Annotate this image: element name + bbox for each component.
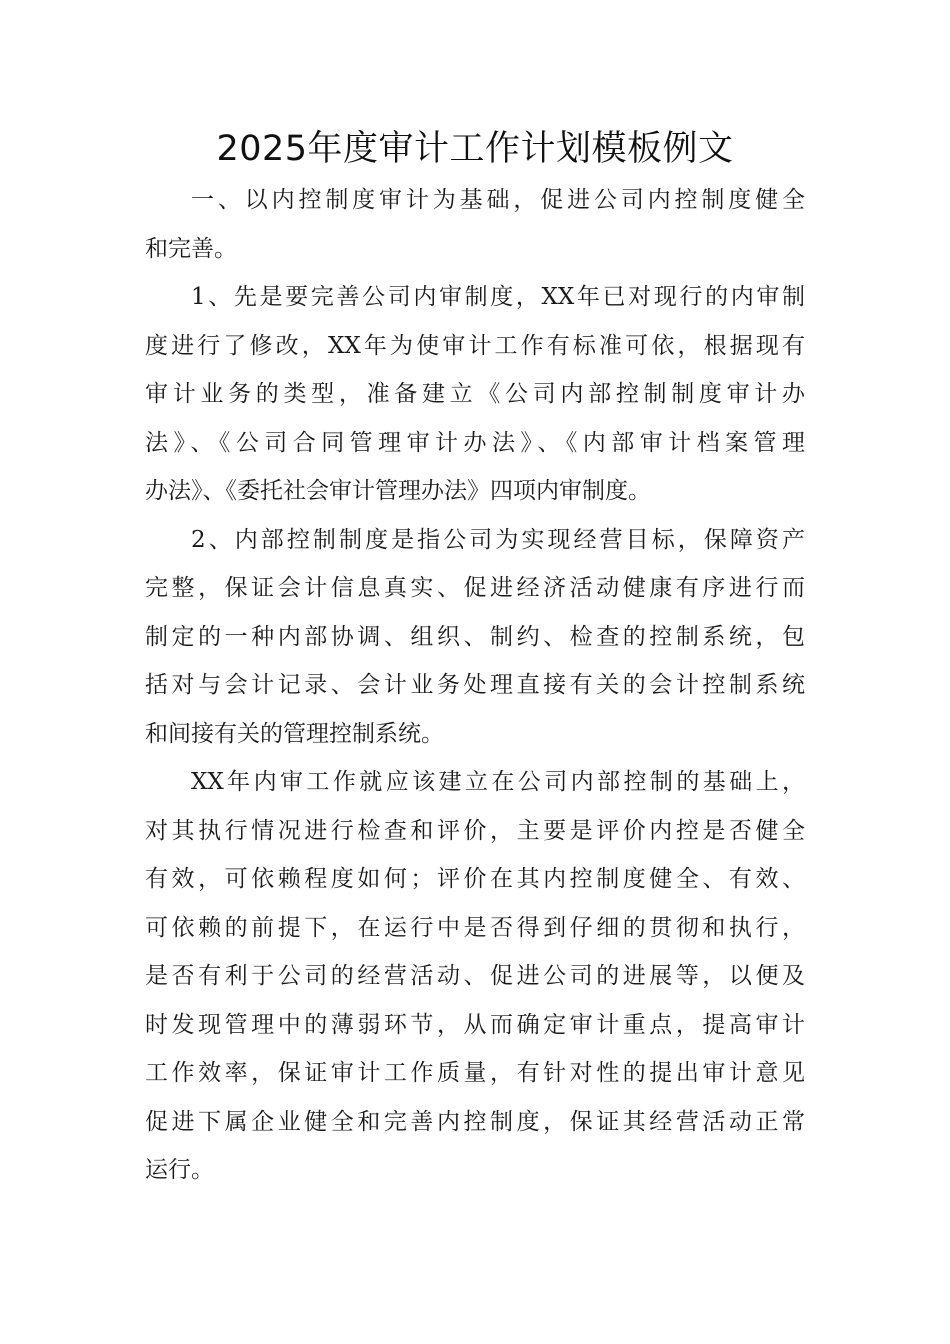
text-line: 工作效率，保证审计工作质量，有针对性的提出审计意见 [145,1060,805,1086]
text-line: 有效，可依赖程度如何；评价在其内控制度健全、有效、 [145,866,805,892]
paragraph-4 [145,758,805,1195]
text-line: 促进下属企业健全和完善内控制度，保证其经营活动正常 [145,1108,805,1135]
text-line: 和完善。 [145,235,237,262]
text-line: 括对与会计记录、会计业务处理直接有关的会计控制系统 [145,672,805,698]
text-line: 和间接有关的管理控制系统。 [145,720,444,747]
text-line: 对其执行情况进行检查和评价，主要是评价内控是否健全 [145,817,805,844]
text-line: 审计业务的类型，准备建立《公司内部控制制度审计办 [145,381,805,407]
document-body [145,176,805,1195]
text-line: 法》、《公司合同管理审计办法》、《内部审计档案管理 [145,429,805,456]
text-line: 完整，保证会计信息真实、促进经济活动健康有序进行而 [145,575,805,601]
document-title: 2025年度审计工作计划模板例文 [216,129,734,169]
text-line: XX年内审工作就应该建立在公司内部控制的基础上， [191,769,805,795]
text-line: 一、以内控制度审计为基础，促进公司内控制度健全 [191,187,805,213]
paragraph-1 [145,176,805,273]
text-line: 2、内部控制制度是指公司为实现经营目标，保障资产 [191,526,805,553]
text-line: 是否有利于公司的经营活动、促进公司的进展等，以便及 [145,963,805,989]
text-line: 可依赖的前提下，在运行中是否得到仔细的贯彻和执行， [145,914,805,941]
text-line: 运行。 [145,1157,214,1183]
text-line: 度进行了修改，XX年为使审计工作有标准可依，根据现有 [145,332,805,359]
text-line: 办法》、《委托社会审计管理办法》四项内审制度。 [145,478,651,504]
text-line: 时发现管理中的薄弱环节，从而确定审计重点，提高审计 [145,1011,805,1038]
text-line: 制定的一种内部协调、组织、制约、检查的控制系统，包 [145,623,805,650]
paragraph-3 [145,516,805,759]
text-line: 1、先是要完善公司内审制度，XX年已对现行的内审制 [191,284,805,310]
paragraph-2 [145,273,805,516]
